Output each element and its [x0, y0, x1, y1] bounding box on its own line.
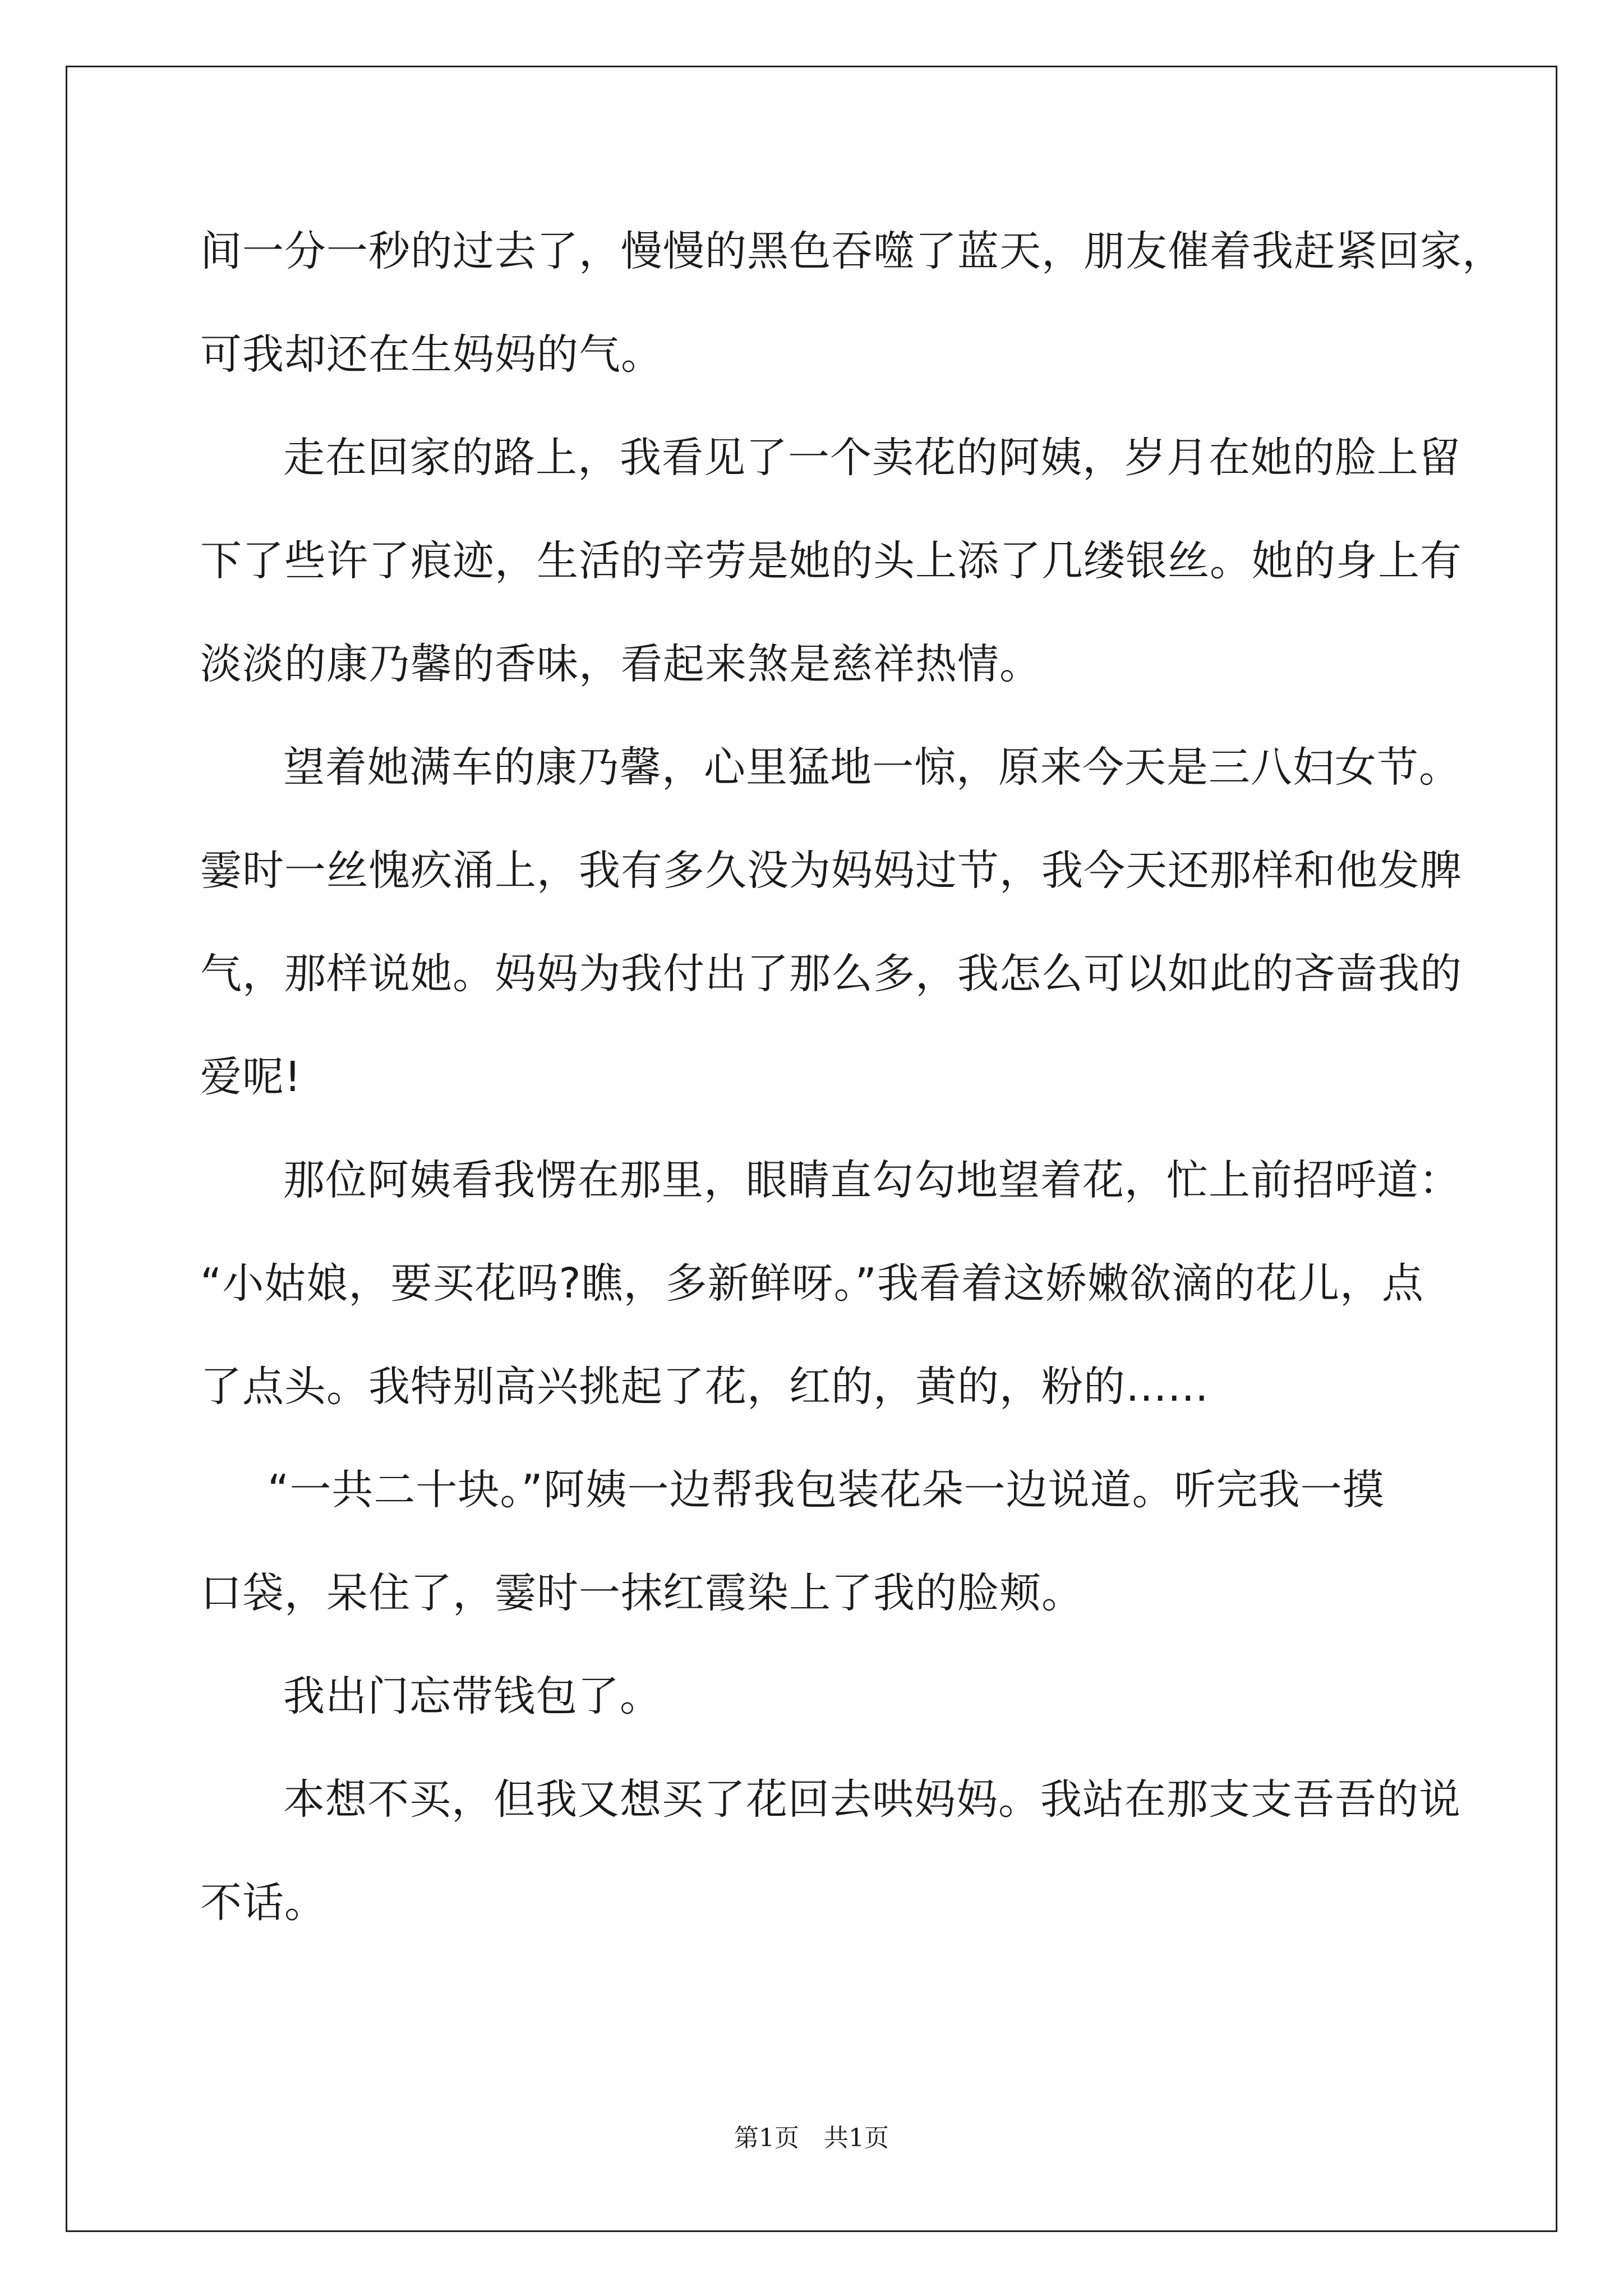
text-line: 气，那样说她。妈妈为我付出了那么多，我怎么可以如此的吝啬我的: [200, 950, 1462, 998]
page-footer: [0, 2122, 1623, 2155]
document-body: [200, 200, 1504, 1954]
text-line: 不话。: [200, 1879, 326, 1927]
text-line: 本想不买，但我又想买了花回去哄妈妈。我站在那支支吾吾的说: [283, 1775, 1461, 1824]
text-line: 可我却还在生妈妈的气。: [200, 330, 663, 379]
text-line: 口袋，呆住了，霎时一抹红霞染上了我的脸颊。: [200, 1569, 1083, 1617]
text-line: 我出门忘带钱包了。: [283, 1672, 662, 1720]
text-line: 下了些许了痕迹，生活的辛劳是她的头上添了几缕银丝。她的身上有: [200, 537, 1462, 585]
page-number-total: 共1页: [824, 2124, 889, 2152]
text-line: “一共二十块。”阿姨一边帮我包装花朵一边说道。听完我一摸: [268, 1466, 1385, 1514]
text-line: 望着她满车的康乃馨，心里猛地一惊，原来今天是三八妇女节。: [283, 743, 1461, 792]
text-line: 间一分一秒的过去了，慢慢的黑色吞噬了蓝天，朋友催着我赶紧回家，: [200, 227, 1504, 275]
text-line: 了点头。我特别高兴挑起了花，红的，黄的，粉的…...: [200, 1363, 1209, 1411]
text-line: 爱呢!: [200, 1053, 302, 1101]
text-line: “小姑娘，要买花吗?瞧，多新鲜呀。”我看着这娇嫩欲滴的花儿，点: [200, 1259, 1424, 1308]
text-line: 淡淡的康乃馨的香味，看起来煞是慈祥热情。: [200, 640, 1041, 688]
text-line: 那位阿姨看我愣在那里，眼睛直勾勾地望着花，忙上前招呼道：: [283, 1156, 1461, 1204]
text-line: 走在回家的路上，我看见了一个卖花的阿姨，岁月在她的脸上留: [283, 434, 1461, 482]
page-number-current: 第1页: [734, 2124, 799, 2152]
text-line: 霎时一丝愧疚涌上，我有多久没为妈妈过节，我今天还那样和他发脾: [200, 846, 1462, 895]
